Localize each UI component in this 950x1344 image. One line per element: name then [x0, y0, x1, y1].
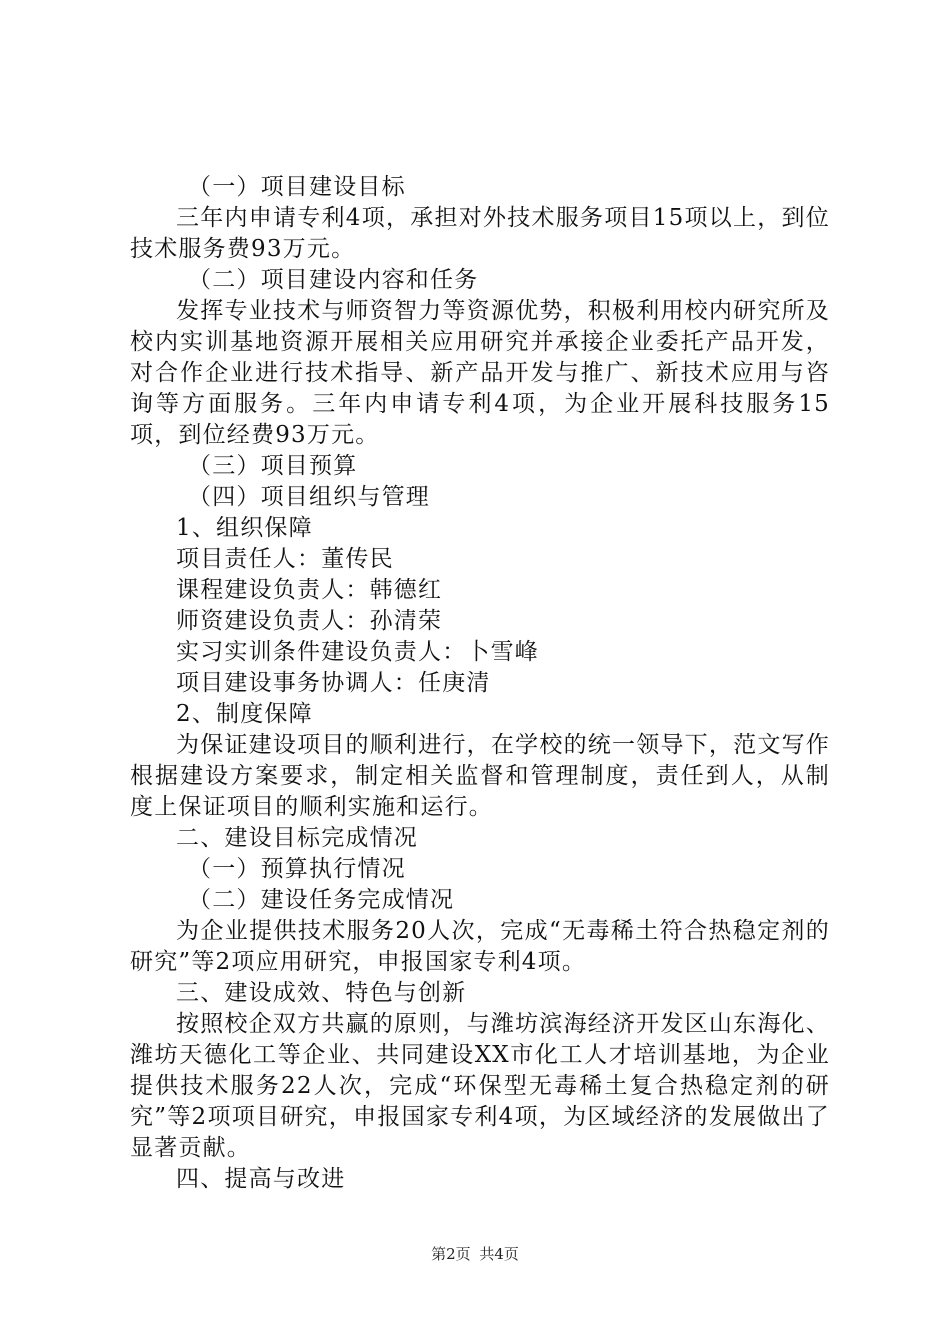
paragraph: 为保证建设项目的顺利进行，在学校的统一领导下，范文写作根据建设方案要求，制定相关监督和管理制度，责任到人，从制度上保证项目的顺利实施和运行。	[130, 732, 830, 820]
page-total: 共4页	[479, 1245, 519, 1263]
paragraph: （四）项目组织与管理	[188, 484, 430, 510]
paragraph: 项目建设事务协调人：任庚清	[176, 670, 491, 696]
paragraph: 项目责任人：董传民	[176, 546, 394, 572]
paragraph: 实习实训条件建设负责人：卜雪峰	[176, 639, 539, 665]
paragraph: 三、建设成效、特色与创新	[176, 980, 467, 1006]
paragraph: 发挥专业技术与师资智力等资源优势，积极利用校内研究所及校内实训基地资源开展相关应用研究并承接企业委托产品开发，对合作企业进行技术指导、新产品开发与推广、新技术应用与咨询等方面服务。三年内申请专利4项，为企业开展科技服务15项，到位经费93万元。	[130, 298, 830, 448]
paragraph: （一）项目建设目标	[188, 174, 406, 200]
paragraph: 四、提高与改进	[176, 1166, 346, 1192]
paragraph: （一）预算执行情况	[188, 856, 406, 882]
paragraph: 1、组织保障	[176, 515, 313, 541]
paragraph: 二、建设目标完成情况	[176, 825, 418, 851]
paragraph: 师资建设负责人：孙清荣	[176, 608, 443, 634]
paragraph: （三）项目预算	[188, 453, 358, 479]
paragraph: 2、制度保障	[176, 701, 313, 727]
paragraph: （二）建设任务完成情况	[188, 887, 455, 913]
page-number: 第2页	[431, 1245, 471, 1263]
paragraph: 课程建设负责人：韩德红	[176, 577, 443, 603]
document-body	[130, 172, 830, 1195]
paragraph: 三年内申请专利4项，承担对外技术服务项目15项以上，到位技术服务费93万元。	[130, 205, 830, 262]
paragraph: 为企业提供技术服务20人次，完成“无毒稀土符合热稳定剂的研究”等2项应用研究，申报国家专利4项。	[130, 918, 830, 975]
page-footer	[0, 1243, 950, 1264]
paragraph: 按照校企双方共赢的原则，与潍坊滨海经济开发区山东海化、潍坊天德化工等企业、共同建设XX市化工人才培训基地，为企业提供技术服务22人次，完成“环保型无毒稀土复合热稳定剂的研究”等2项项目研究，申报国家专利4项，为区域经济的发展做出了显著贡献。	[130, 1011, 830, 1161]
paragraph: （二）项目建设内容和任务	[188, 267, 479, 293]
